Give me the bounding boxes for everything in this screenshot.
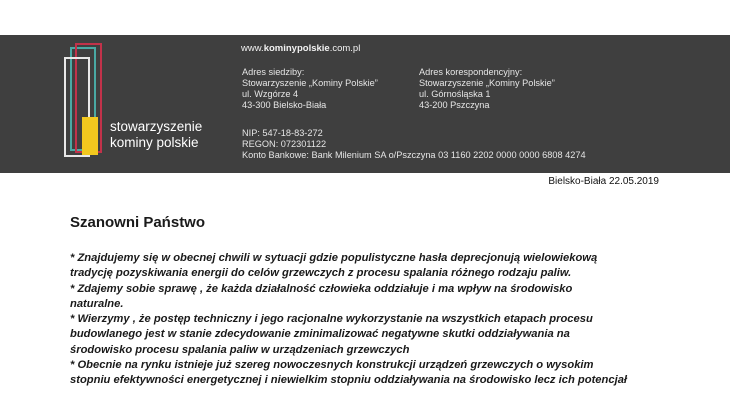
seat-address — [242, 67, 378, 111]
nip-number: NIP: 547-18-83-272 — [242, 128, 323, 138]
correspondence-address-street: ul. Górnośląska 1 — [419, 89, 491, 99]
logo-line-1: stowarzyszenie — [110, 119, 203, 134]
correspondence-address — [419, 67, 555, 111]
seat-address-city: 43-300 Bielsko-Biała — [242, 100, 327, 110]
correspondence-address-name: Stowarzyszenie „Kominy Polskie” — [419, 78, 555, 88]
bank-account: Konto Bankowe: Bank Milenium SA o/Pszczyna 03 1160 2202 0000 0000 6808 4274 — [242, 150, 586, 160]
correspondence-address-label: Adres korespondencyjny: — [419, 67, 523, 77]
kominy-polskie-logo — [64, 43, 104, 157]
body-line: środowisko procesu spalania paliw w urządzeniach grzewczych — [70, 343, 410, 356]
website-link[interactable]: www.kominypolskie.com.pl — [241, 43, 361, 54]
letter-body — [70, 251, 670, 389]
regon-number: REGON: 072301122 — [242, 139, 327, 149]
seat-address-label: Adres siedziby: — [242, 67, 305, 77]
seat-address-name: Stowarzyszenie „Kominy Polskie” — [242, 78, 378, 88]
greeting: Szanowni Państwo — [70, 214, 206, 231]
body-line: naturalne. — [70, 297, 124, 310]
correspondence-address-city: 43-200 Pszczyna — [419, 100, 490, 110]
body-line: tradycję pozyskiwania energii do celów grzewczych z procesu spalania różnego rodzaju paliw. — [70, 267, 572, 280]
logo-text — [110, 119, 202, 151]
letterhead-banner — [0, 35, 730, 173]
body-line: stopniu efektywności energetycznej i niewielkim stopniu oddziaływania na środowisko lecz ich potencjał — [70, 374, 628, 387]
body-line: * Znajdujemy się w obecnej chwili w sytuacji gdzie populistyczne hasła deprecjonują wielowiekową — [70, 252, 598, 264]
registration-info — [242, 128, 586, 161]
logo-line-2: kominy polskie — [110, 135, 199, 150]
body-line: * Wierzymy , że postęp techniczny i jego racjonalne wykorzystanie na wszystkich etapach procesu — [70, 313, 593, 326]
body-line: budowlanego jest w stanie zdecydowanie zminimalizować negatywne skutki oddziaływania na — [70, 328, 570, 341]
letter-date: Bielsko-Biała 22.05.2019 — [548, 176, 659, 187]
seat-address-street: ul. Wzgórze 4 — [242, 89, 299, 99]
body-line: * Zdajemy sobie sprawę , że każda działalność człowieka oddziałuje i ma wpływ na środowisko — [70, 282, 573, 295]
body-line: * Obecnie na rynku istnieje już szereg nowoczesnych konstrukcji urządzeń grzewczych o wysokim — [70, 359, 594, 372]
